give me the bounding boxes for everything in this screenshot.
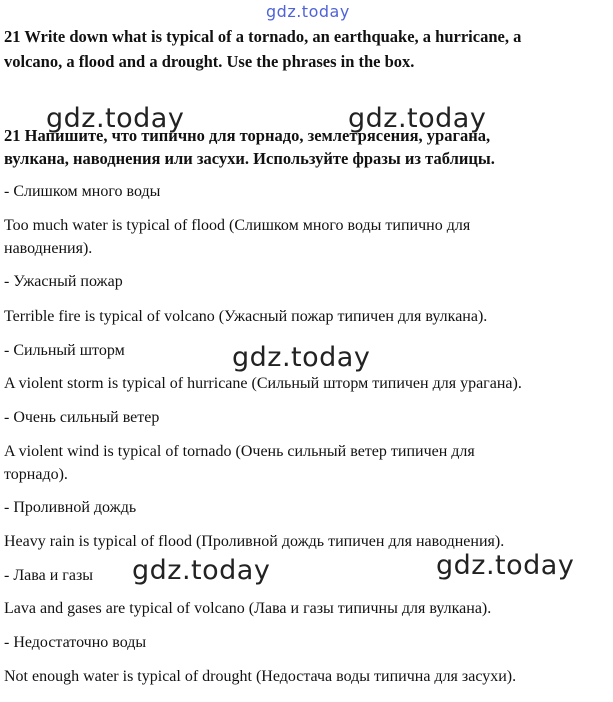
- phrase-item: - Лава и газы: [4, 567, 94, 584]
- answer-line: торнадо).: [4, 466, 68, 483]
- task-ru-line2: вулкана, наводнения или засухи. Используйте фразы из таблицы.: [4, 149, 495, 168]
- answer-line: A violent storm is typical of hurricane (Сильный шторм типичен для урагана).: [4, 375, 522, 392]
- watermark: gdz.today: [436, 550, 575, 581]
- phrase-item: - Слишком много воды: [4, 183, 161, 200]
- answer-line: Not enough water is typical of drought (Недостача воды типична для засухи).: [4, 668, 517, 685]
- answer-line: Terrible fire is typical of volcano (Ужасный пожар типичен для вулкана).: [4, 308, 488, 325]
- phrase-item: - Очень сильный ветер: [4, 409, 160, 426]
- watermark: gdz.today: [232, 342, 371, 373]
- phrase-item: - Ужасный пожар: [4, 273, 123, 290]
- answer-line: Lava and gases are typical of volcano (Лава и газы типичны для вулкана).: [4, 600, 492, 617]
- phrase-item: - Проливной дождь: [4, 499, 137, 516]
- task-ru-line1: 21 Напишите, что типично для торнадо, землетрясения, урагана,: [4, 126, 491, 145]
- answer-line: наводнения).: [4, 240, 93, 257]
- watermark: gdz.today: [348, 103, 487, 134]
- watermark: gdz.today: [46, 103, 185, 134]
- answer-line: Too much water is typical of flood (Слишком много воды типично для: [4, 217, 471, 234]
- task-en-line1: 21 Write down what is typical of a tornado, an earthquake, a hurricane, a: [4, 27, 522, 46]
- task-en-line2: volcano, a flood and a drought. Use the phrases in the box.: [4, 52, 415, 71]
- phrase-item: - Недостаточно воды: [4, 634, 147, 651]
- watermark: gdz.today: [132, 555, 271, 586]
- phrase-item: - Сильный шторм: [4, 342, 125, 359]
- answer-line: Heavy rain is typical of flood (Проливной дождь типичен для наводнения).: [4, 533, 505, 550]
- watermark-top: gdz.today: [266, 2, 350, 21]
- answer-line: A violent wind is typical of tornado (Очень сильный ветер типичен для: [4, 443, 475, 460]
